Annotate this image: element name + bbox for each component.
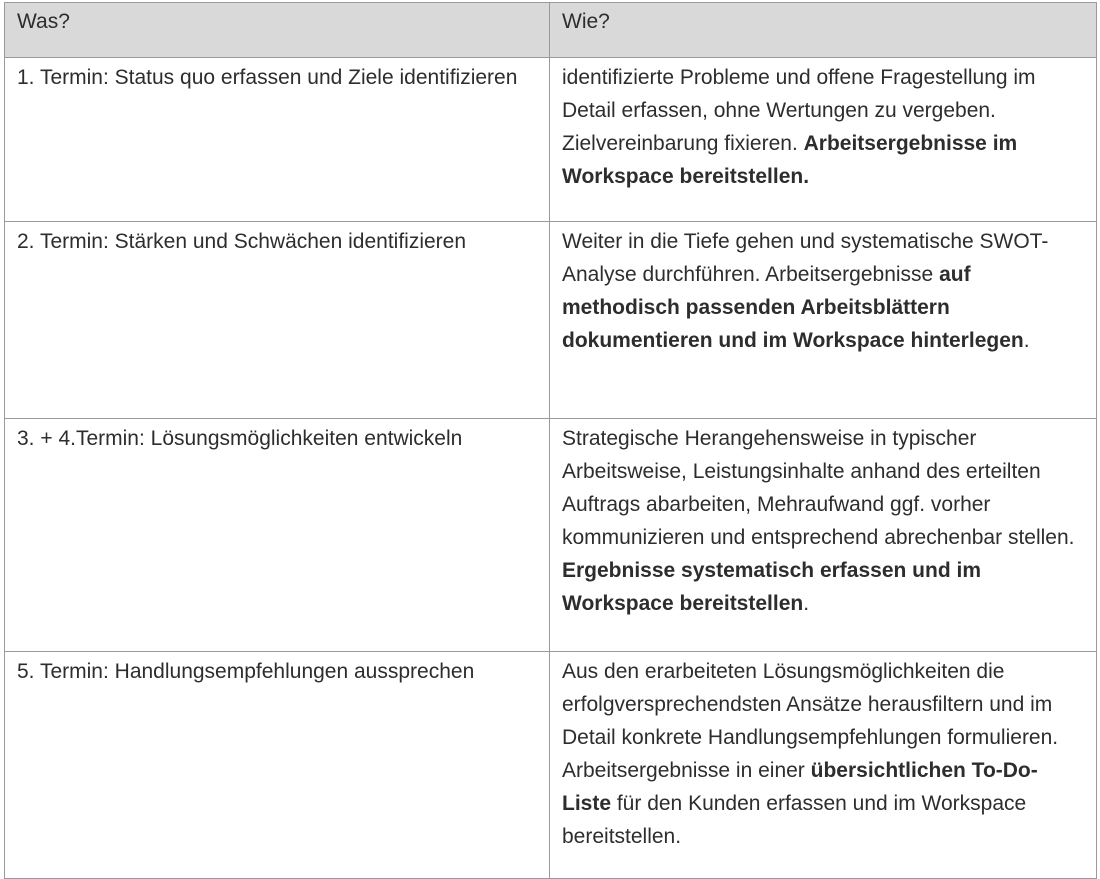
cell-was-4: 5. Termin: Handlungsempfehlungen aussprechen — [5, 652, 550, 879]
text-run: Weiter in die Tiefe gehen und systematische SWOT-Analyse durchführen. Arbeitsergebnisse — [562, 230, 1049, 286]
text-run: . — [803, 592, 810, 615]
cell-wie-1 — [550, 58, 1097, 222]
table-row — [5, 222, 1097, 419]
text-run: für den Kunden erfassen und im Workspace bereitstellen. — [562, 792, 1027, 848]
text-run: identifizierte Probleme und offene Fragestellung im Detail erfassen, ohne Wertungen zu vergeben. Zielvereinbarung fixieren. — [562, 66, 1036, 155]
cell-was-3: 3. + 4.Termin: Lösungsmöglichkeiten entwickeln — [5, 419, 550, 652]
cell-was-2: 2. Termin: Stärken und Schwächen identifizieren — [5, 222, 550, 419]
text-run: . — [1023, 329, 1030, 352]
process-table — [4, 2, 1097, 879]
table-row — [5, 419, 1097, 652]
table-row — [5, 58, 1097, 222]
text-run-bold: auf methodisch passenden Arbeitsblättern dokumentieren und im Workspace hinterlegen — [562, 263, 1024, 352]
cell-was-1: 1. Termin: Status quo erfassen und Ziele identifizieren — [5, 58, 550, 222]
text-run: Aus den erarbeiteten Lösungsmöglichkeiten die erfolgversprechendsten Ansätze herausfiltern und im Detail konkrete Handlungsempfehlungen formulieren. Arbeitsergebnisse in einer — [562, 660, 1059, 782]
text-run-bold: Ergebnisse systematisch erfassen und im Workspace bereitstellen — [562, 559, 982, 615]
cell-wie-3 — [550, 419, 1097, 652]
cell-wie-2 — [550, 222, 1097, 419]
text-run-bold: Arbeitsergebnisse im Workspace bereitstellen. — [562, 132, 1018, 188]
table-header-row — [5, 3, 1097, 58]
text-run: Strategische Herangehensweise in typischer Arbeitsweise, Leistungsinhalte anhand des erteilten Auftrags abarbeiten, Mehraufwand ggf. vorher kommunizieren und entsprechend abrechenbar stellen. — [562, 427, 1075, 549]
cell-wie-4 — [550, 652, 1097, 879]
text-run-bold: übersichtlichen To-Do-Liste — [562, 759, 1038, 815]
header-wie: Wie? — [550, 3, 1097, 58]
table-row — [5, 652, 1097, 879]
header-was: Was? — [5, 3, 550, 58]
